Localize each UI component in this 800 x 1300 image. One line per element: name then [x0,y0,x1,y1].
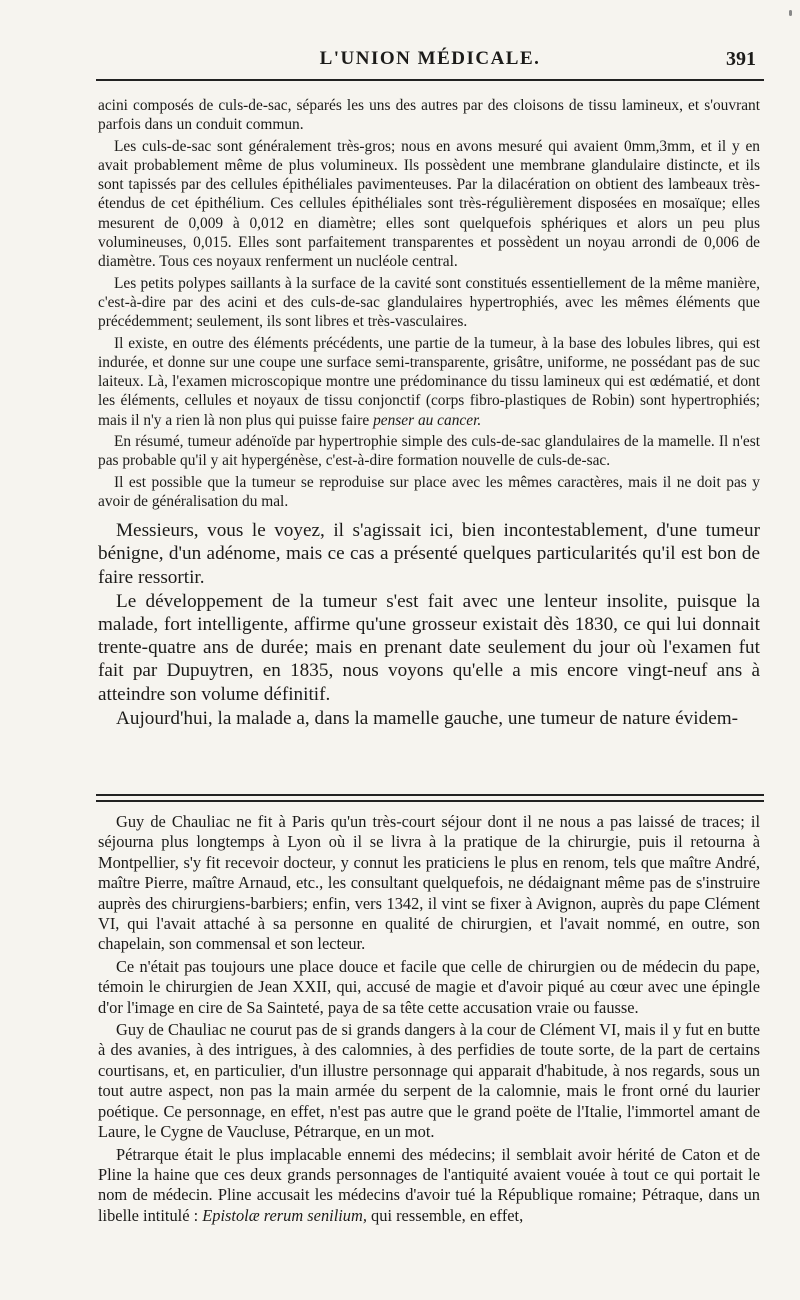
feuilleton-divider [96,794,764,802]
feuilleton-paragraph-4-italic: Epistolæ rerum senilium, [202,1205,367,1225]
paragraph-8: Le développement de la tumeur s'est fait avec une lenteur insolite, puisque la malade, fort intelligente, affirme qu'une grosseur existait dès 1830, ce qui lui donnait trente-quatre ans de durée; mais en prenant date seulement du jour où l'examen fut fait par Dupuytren, en 1835, nous voyons qu'elle a mis encore vingt-neuf ans à atteindre son volume définitif. [98,590,760,705]
feuilleton-paragraph-4 [98,1145,760,1227]
page-number: 391 [726,48,756,70]
paragraph-7: Messieurs, vous le voyez, il s'agissait ici, bien incontestablement, d'une tumeur bénigne, d'un adénome, mais ce cas a présenté quelques particularités qu'il est bon de faire ressortir. [98,520,760,588]
paragraph-6: Il est possible que la tumeur se reproduise sur place avec les mêmes caractères, mais il ne doit pas y avoir de généralisation du mal. [98,473,760,510]
paragraph-4 [98,334,760,430]
feuilleton-paragraph-4-text: Pétrarque était le plus implacable ennemi des médecins; il semblait avoir hérité de Caton et de Pline la haine que ces deux grands personnages de l'antiquité avaient vouée à tout ce qui portait le nom de médecin. Pline accusait les médecins d'avoir tué la République romaine; Pétraque, dans un libelle intitulé : [98,1144,760,1225]
feuilleton-paragraph-2: Ce n'était pas toujours une place douce et facile que celle de chirurgien ou de médecin du pape, témoin le chirurgien de Jean XXII, qui, accusé de magie et d'avoir piqué au cœur avec une épingle d'or l'image en cire de Sa Sainteté, paya de sa tête cette accusation vraie ou fausse. [98,956,760,1017]
paragraph-1: acini composés de culs-de-sac, séparés les uns des autres par des cloisons de tissu lamineux, et s'ouvrant parfois dans un conduit commun. [98,97,760,134]
feuilleton-paragraph-4-end: qui ressemble, en effet, [371,1205,524,1225]
paragraph-2: Les culs-de-sac sont généralement très-gros; nous en avons mesuré qui avaient 0mm,3mm, et il y en avait probablement même de plus volumineux. Ils possèdent une membrane glandulaire distincte, et ils sont tapissés par des cellules épithéliales pavimenteuses. Par la dilacération on obtient des lambeaux très-étendus de cet épithélium. Ces cellules épithéliales sont très-régulièrement disposées en mosaïque; elles mesurent de 0,009 à 0,012 en diamètre; elles sont quelquefois sphériques et alors un peu plus volumineuses, 0,015. Elles sont parfaitement transparentes et possèdent un noyau arrondi de 0,006 de diamètre. Tous ces noyaux renferment un nucléole central. [98,137,760,271]
paragraph-4-italic: penser au cancer. [373,411,482,429]
feuilleton-paragraph-3: Guy de Chauliac ne courut pas de si grands dangers à la cour de Clément VI, mais il y fut en butte à des avanies, à des intrigues, à des calomnies, à des perfidies de toute sorte, de la part de certains courtisans, et, en particulier, d'un illustre personnage qui apparait d'habitude, à nos regards, sous un tout autre aspect, non pas la main armée du serpent de la calomnie, mais le front orné du laurier poétique. Ce personnage, en effet, n'est pas autre que le grand poëte de l'Italie, l'immortel amant de Laure, le Cygne de Vaucluse, Pétrarque, en un mot. [98,1020,760,1142]
page-header [96,46,764,74]
main-article [98,96,760,731]
paragraph-3: Les petits polypes saillants à la surface de la cavité sont constitués essentiellement de la même manière, c'est-à-dire par des acini et des culs-de-sac glandulaires hypertrophiés, avec les mêmes éléments que précédemment; seulement, ils sont libres et très-vasculaires. [98,274,760,331]
header-rule [96,79,764,81]
feuilleton [98,812,760,1228]
running-title: L'UNION MÉDICALE. [319,48,541,69]
ink-spot [789,10,792,16]
feuilleton-paragraph-1: Guy de Chauliac ne fit à Paris qu'un très-court séjour dont il ne nous a pas laissé de traces; il séjourna plus longtemps à Lyon où il se livra à la pratique de la chirurgie, puis il retourna à Montpellier, s'y fit recevoir docteur, y connut les praticiens le plus en renom, tels que maître André, maître Pierre, maître Arnaud, etc., les consultant quelquefois, ne dédaignant même pas de s'instruire auprès des chirurgiens-barbiers; enfin, vers 1342, il vint se fixer à Avignon, auprès du pape Clément VI, qui l'avait attaché à sa personne en qualité de chirurgien, et l'avait nommé, en outre, son chapelain, son commensal et son lecteur. [98,812,760,954]
paragraph-9: Aujourd'hui, la malade a, dans la mamelle gauche, une tumeur de nature évidem- [116,707,739,729]
paragraph-4-text: Il existe, en outre des éléments précédents, une partie de la tumeur, à la base des lobules libres, qui est indurée, et donne sur une coupe une surface semi-transparente, grisâtre, uniforme, ne possédant pas de suc laiteux. Là, l'examen microscopique montre une prédominance du tissu lamineux qui est œdématié, et dont les éléments, cellules et noyaux de tissu conjonctif (corps fibro-plastiques de Robin) sont hypertrophiés; mais il n'y a rien là non plus qui puisse faire [98,334,760,429]
paragraph-5: En résumé, tumeur adénoïde par hypertrophie simple des culs-de-sac glandulaires de la mamelle. Il n'est pas probable qu'il y ait hypergénèse, c'est-à-dire formation nouvelle de culs-de-sac. [98,433,760,470]
